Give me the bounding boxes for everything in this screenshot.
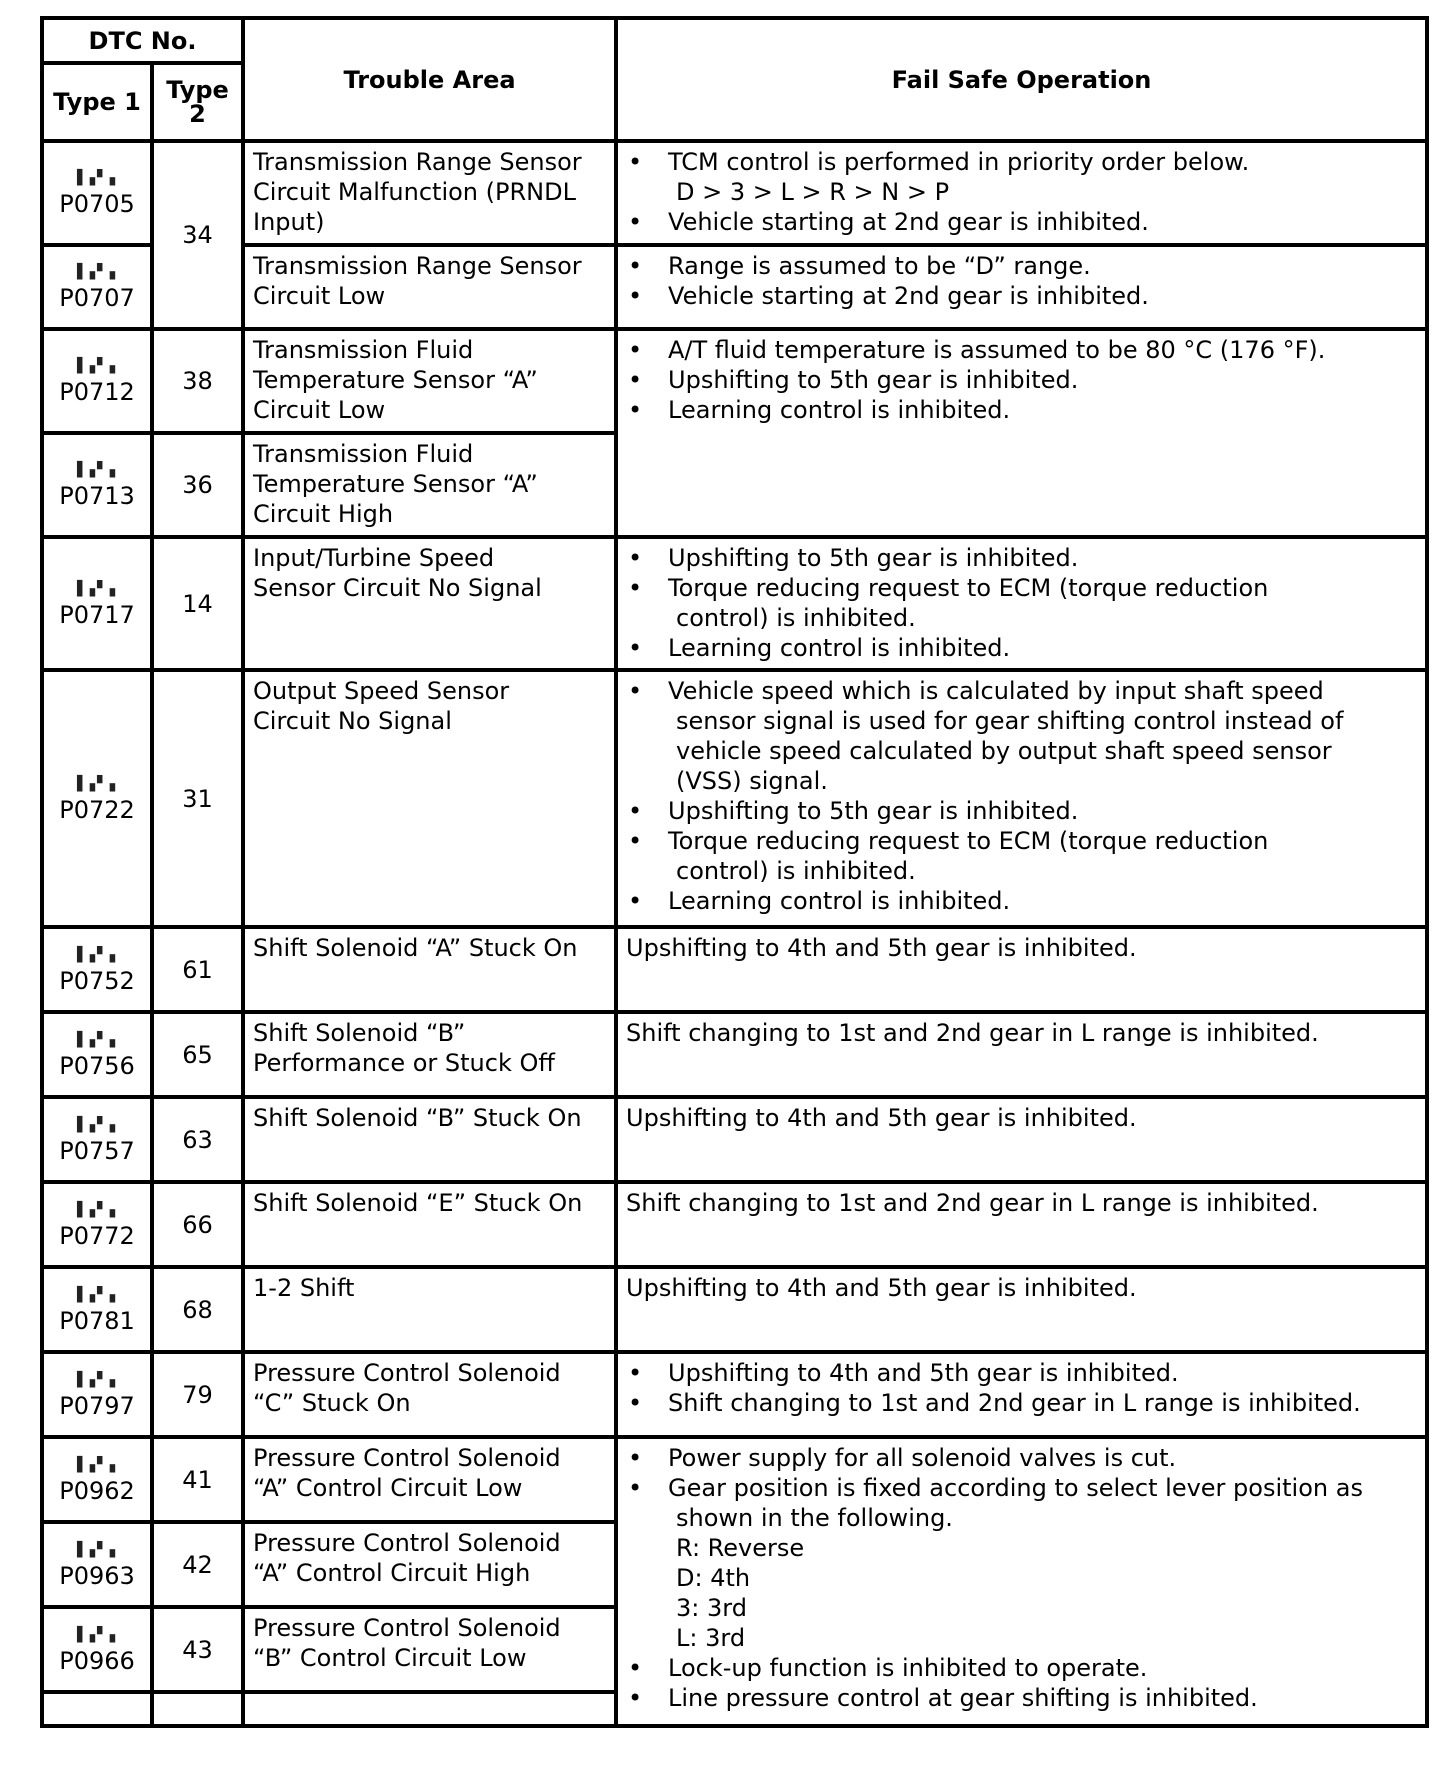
trouble-area-line: Input) bbox=[253, 208, 325, 236]
type2-cell: 61 bbox=[152, 927, 243, 1012]
list-item bbox=[626, 1358, 1417, 1388]
dtc-glyph-icon: ▐▗▘▖ bbox=[71, 1371, 123, 1388]
type2-cell: 36 bbox=[152, 433, 243, 537]
type1-cell bbox=[42, 927, 152, 1012]
list-item-text: • Learning control is inhibited. bbox=[668, 634, 1011, 662]
trouble-area-line: Circuit Low bbox=[253, 396, 386, 424]
trouble-area-line: Pressure Control Solenoid bbox=[253, 1359, 561, 1387]
list-item-text: • Vehicle starting at 2nd gear is inhibited. bbox=[668, 282, 1149, 310]
type2-cell: 42 bbox=[152, 1522, 243, 1607]
table-row bbox=[42, 141, 1427, 245]
list-item-text: • Range is assumed to be “D” range. bbox=[668, 252, 1091, 280]
type1-header: Type 1 bbox=[42, 63, 152, 141]
fail-safe-cell bbox=[616, 245, 1427, 329]
type1-code: P0722 bbox=[59, 795, 135, 824]
dtc-glyph-icon: ▐▗▘▖ bbox=[71, 1116, 123, 1133]
trouble-area-cell bbox=[243, 1182, 616, 1267]
list-item bbox=[626, 1473, 1417, 1653]
trouble-area-cell bbox=[243, 245, 616, 329]
fail-safe-cell bbox=[616, 1267, 1427, 1352]
table-row bbox=[42, 245, 1427, 329]
header-row-1 bbox=[42, 18, 1427, 63]
trouble-area-line: Sensor Circuit No Signal bbox=[253, 574, 542, 602]
trouble-area-line: “C” Stuck On bbox=[253, 1389, 411, 1417]
list-item-text: • Gear position is fixed according to select lever position as bbox=[668, 1474, 1363, 1502]
dtc-glyph-icon: ▐▗▘▖ bbox=[71, 946, 123, 963]
fail-safe-list bbox=[626, 335, 1417, 425]
type1-cell bbox=[42, 1437, 152, 1522]
fail-safe-cell bbox=[616, 927, 1427, 1012]
trouble-area-line: Shift Solenoid “E” Stuck On bbox=[253, 1189, 583, 1217]
type1-cell bbox=[42, 1012, 152, 1097]
empty-cell bbox=[152, 1692, 243, 1726]
type1-code: P0712 bbox=[59, 378, 135, 406]
list-item bbox=[626, 1683, 1417, 1713]
trouble-area-line: Transmission Range Sensor bbox=[253, 252, 582, 280]
type1-code: P0717 bbox=[59, 600, 135, 629]
fail-safe-text: Shift changing to 1st and 2nd gear in L range is inhibited. bbox=[626, 1019, 1319, 1047]
list-item-text: • Shift changing to 1st and 2nd gear in L range is inhibited. bbox=[668, 1389, 1361, 1417]
list-item-text: • Upshifting to 5th gear is inhibited. bbox=[668, 797, 1079, 825]
dtc-glyph-icon: ▐▗▘▖ bbox=[71, 358, 123, 374]
table-row bbox=[42, 1352, 1427, 1437]
trouble-area-header: Trouble Area bbox=[243, 18, 616, 141]
list-item bbox=[626, 543, 1417, 573]
fail-safe-cell bbox=[616, 1012, 1427, 1097]
list-item bbox=[626, 147, 1417, 207]
list-item-text: • Line pressure control at gear shifting is inhibited. bbox=[668, 1684, 1258, 1712]
type2-cell: 65 bbox=[152, 1012, 243, 1097]
table-row bbox=[42, 329, 1427, 433]
fail-safe-text: Upshifting to 4th and 5th gear is inhibited. bbox=[626, 1104, 1137, 1132]
fail-safe-list bbox=[626, 1358, 1417, 1418]
table-row bbox=[42, 1267, 1427, 1352]
trouble-area-line: Transmission Range Sensor bbox=[253, 148, 582, 176]
trouble-area-line: Transmission Fluid bbox=[253, 440, 474, 468]
type1-code: P0797 bbox=[59, 1391, 135, 1420]
fail-safe-text: Shift changing to 1st and 2nd gear in L range is inhibited. bbox=[626, 1189, 1319, 1217]
type1-cell bbox=[42, 141, 152, 245]
gear-position: 3: 3rd bbox=[676, 1594, 747, 1622]
type1-code: P0752 bbox=[59, 966, 135, 995]
fail-safe-cell bbox=[616, 1182, 1427, 1267]
trouble-area-cell bbox=[243, 1437, 616, 1522]
type2-header-line1: Type bbox=[166, 76, 229, 104]
type1-code: P0963 bbox=[59, 1561, 135, 1590]
list-item-text: • Learning control is inhibited. bbox=[668, 887, 1011, 915]
type1-cell bbox=[42, 1607, 152, 1692]
fail-safe-list bbox=[626, 543, 1417, 663]
trouble-area-cell bbox=[243, 329, 616, 433]
list-item bbox=[626, 365, 1417, 395]
type1-cell bbox=[42, 1522, 152, 1607]
dtc-glyph-icon: ▐▗▘▖ bbox=[71, 1541, 123, 1558]
table-row bbox=[42, 1437, 1427, 1522]
type2-cell: 43 bbox=[152, 1607, 243, 1692]
fail-safe-list bbox=[626, 676, 1417, 916]
type1-code: P0713 bbox=[59, 482, 135, 510]
empty-cell bbox=[42, 1692, 152, 1726]
trouble-area-line: 1-2 Shift bbox=[253, 1274, 355, 1302]
dtc-glyph-icon: ▐▗▘▖ bbox=[71, 775, 123, 792]
list-item-text: • Lock-up function is inhibited to operate. bbox=[668, 1654, 1148, 1682]
gear-position: R: Reverse bbox=[676, 1534, 805, 1562]
list-item-text: • Upshifting to 4th and 5th gear is inhibited. bbox=[668, 1359, 1179, 1387]
trouble-area-cell bbox=[243, 1352, 616, 1437]
table-row bbox=[42, 1012, 1427, 1097]
trouble-area-line: “B” Control Circuit Low bbox=[253, 1644, 527, 1672]
list-item bbox=[626, 207, 1417, 237]
list-item-text: vehicle speed calculated by output shaft speed sensor bbox=[676, 737, 1332, 765]
list-item-text: control) is inhibited. bbox=[676, 604, 916, 632]
trouble-area-line: Transmission Fluid bbox=[253, 336, 474, 364]
fail-safe-list bbox=[626, 1443, 1417, 1713]
type1-cell bbox=[42, 1097, 152, 1182]
dtc-fail-safe-table bbox=[40, 16, 1429, 1728]
trouble-area-line: Pressure Control Solenoid bbox=[253, 1444, 561, 1472]
list-item bbox=[626, 826, 1417, 886]
trouble-area-cell bbox=[243, 1097, 616, 1182]
list-item bbox=[626, 886, 1417, 916]
fail-safe-list bbox=[626, 147, 1417, 237]
list-item-text: • Torque reducing request to ECM (torque reduction bbox=[668, 574, 1269, 602]
trouble-area-line: Performance or Stuck Off bbox=[253, 1049, 555, 1077]
type1-cell bbox=[42, 537, 152, 670]
fail-safe-text: Upshifting to 4th and 5th gear is inhibited. bbox=[626, 934, 1137, 962]
table-row bbox=[42, 1097, 1427, 1182]
priority-order: D > 3 > L > R > N > P bbox=[676, 178, 950, 206]
table-row bbox=[42, 1182, 1427, 1267]
list-item bbox=[626, 796, 1417, 826]
trouble-area-line: Input/Turbine Speed bbox=[253, 544, 495, 572]
list-item bbox=[626, 281, 1417, 311]
type1-code: P0966 bbox=[59, 1646, 135, 1675]
type2-cell: 14 bbox=[152, 537, 243, 670]
table-row bbox=[42, 537, 1427, 670]
dtc-glyph-icon: ▐▗▘▖ bbox=[71, 580, 123, 597]
trouble-area-line: Circuit Low bbox=[253, 282, 386, 310]
trouble-area-line: Circuit Malfunction (PRNDL bbox=[253, 178, 576, 206]
trouble-area-line: “A” Control Circuit High bbox=[253, 1559, 531, 1587]
trouble-area-cell bbox=[243, 927, 616, 1012]
list-item-text: • Vehicle speed which is calculated by input shaft speed bbox=[668, 677, 1324, 705]
type2-cell: 63 bbox=[152, 1097, 243, 1182]
type2-cell: 79 bbox=[152, 1352, 243, 1437]
type1-cell bbox=[42, 245, 152, 329]
type2-cell: 31 bbox=[152, 670, 243, 927]
fail-safe-cell bbox=[616, 1437, 1427, 1726]
dtc-glyph-icon: ▐▗▘▖ bbox=[71, 1201, 123, 1218]
list-item bbox=[626, 676, 1417, 796]
list-item-text: control) is inhibited. bbox=[676, 857, 916, 885]
type2-header bbox=[152, 63, 243, 141]
type1-code: P0707 bbox=[59, 284, 135, 312]
fail-safe-cell bbox=[616, 1097, 1427, 1182]
trouble-area-line: “A” Control Circuit Low bbox=[253, 1474, 523, 1502]
dtc-glyph-icon: ▐▗▘▖ bbox=[71, 1626, 123, 1643]
trouble-area-line: Temperature Sensor “A” bbox=[253, 470, 538, 498]
list-item bbox=[626, 633, 1417, 663]
fail-safe-cell bbox=[616, 329, 1427, 537]
list-item-text: • Power supply for all solenoid valves is cut. bbox=[668, 1444, 1177, 1472]
type1-code: P0781 bbox=[59, 1306, 135, 1335]
type1-code: P0772 bbox=[59, 1221, 135, 1250]
list-item-text: shown in the following. bbox=[676, 1504, 953, 1532]
fail-safe-text: Upshifting to 4th and 5th gear is inhibited. bbox=[626, 1274, 1137, 1302]
trouble-area-line: Shift Solenoid “A” Stuck On bbox=[253, 934, 578, 962]
trouble-area-cell bbox=[243, 141, 616, 245]
list-item bbox=[626, 395, 1417, 425]
list-item bbox=[626, 335, 1417, 365]
trouble-area-line: Pressure Control Solenoid bbox=[253, 1529, 561, 1557]
fail-safe-cell bbox=[616, 1352, 1427, 1437]
list-item-text: • Vehicle starting at 2nd gear is inhibited. bbox=[668, 208, 1149, 236]
dtc-glyph-icon: ▐▗▘▖ bbox=[71, 462, 123, 478]
type2-cell: 66 bbox=[152, 1182, 243, 1267]
list-item bbox=[626, 1653, 1417, 1683]
type1-cell bbox=[42, 329, 152, 433]
dtc-glyph-icon: ▐▗▘▖ bbox=[71, 264, 123, 280]
gear-position: L: 3rd bbox=[676, 1624, 746, 1652]
trouble-area-cell bbox=[243, 537, 616, 670]
table-row bbox=[42, 927, 1427, 1012]
list-item-text: (VSS) signal. bbox=[676, 767, 828, 795]
fail-safe-cell bbox=[616, 670, 1427, 927]
gear-position: D: 4th bbox=[676, 1564, 751, 1592]
dtc-glyph-icon: ▐▗▘▖ bbox=[71, 170, 123, 186]
type2-cell: 34 bbox=[152, 141, 243, 329]
trouble-area-line: Shift Solenoid “B” bbox=[253, 1019, 466, 1047]
dtc-glyph-icon: ▐▗▘▖ bbox=[71, 1456, 123, 1473]
type2-cell: 38 bbox=[152, 329, 243, 433]
type1-cell bbox=[42, 1267, 152, 1352]
trouble-area-cell bbox=[243, 670, 616, 927]
trouble-area-line: Output Speed Sensor bbox=[253, 677, 510, 705]
trouble-area-cell bbox=[243, 1267, 616, 1352]
list-item bbox=[626, 1443, 1417, 1473]
trouble-area-line: Shift Solenoid “B” Stuck On bbox=[253, 1104, 582, 1132]
type1-code: P0962 bbox=[59, 1476, 135, 1505]
empty-cell bbox=[243, 1692, 616, 1726]
list-item-text: sensor signal is used for gear shifting control instead of bbox=[676, 707, 1344, 735]
type1-cell bbox=[42, 670, 152, 927]
trouble-area-cell bbox=[243, 1607, 616, 1692]
fail-safe-header: Fail Safe Operation bbox=[616, 18, 1427, 141]
list-item-text: • Upshifting to 5th gear is inhibited. bbox=[668, 544, 1079, 572]
trouble-area-line: Circuit No Signal bbox=[253, 707, 452, 735]
list-item-text: • Upshifting to 5th gear is inhibited. bbox=[668, 366, 1079, 394]
type2-cell: 41 bbox=[152, 1437, 243, 1522]
dtc-glyph-icon: ▐▗▘▖ bbox=[71, 1286, 123, 1303]
list-item-text: • Learning control is inhibited. bbox=[668, 396, 1011, 424]
list-item-text: • A/T fluid temperature is assumed to be 80 °C (176 °F). bbox=[668, 336, 1326, 364]
type1-cell bbox=[42, 1182, 152, 1267]
trouble-area-cell bbox=[243, 433, 616, 537]
list-item bbox=[626, 1388, 1417, 1418]
trouble-area-line: Pressure Control Solenoid bbox=[253, 1614, 561, 1642]
type1-code: P0756 bbox=[59, 1051, 135, 1080]
table-row bbox=[42, 670, 1427, 927]
type1-cell bbox=[42, 1352, 152, 1437]
fail-safe-cell bbox=[616, 141, 1427, 245]
type2-cell: 68 bbox=[152, 1267, 243, 1352]
trouble-area-cell bbox=[243, 1012, 616, 1097]
list-item-text: • Torque reducing request to ECM (torque reduction bbox=[668, 827, 1269, 855]
list-item bbox=[626, 573, 1417, 633]
dtc-no-header: DTC No. bbox=[42, 18, 243, 63]
trouble-area-line: Temperature Sensor “A” bbox=[253, 366, 538, 394]
fail-safe-list bbox=[626, 251, 1417, 311]
type1-code: P0705 bbox=[59, 190, 135, 218]
dtc-glyph-icon: ▐▗▘▖ bbox=[71, 1031, 123, 1048]
fail-safe-cell bbox=[616, 537, 1427, 670]
type1-code: P0757 bbox=[59, 1136, 135, 1165]
list-item bbox=[626, 251, 1417, 281]
type1-cell bbox=[42, 433, 152, 537]
list-item-text: • TCM control is performed in priority order below. bbox=[668, 148, 1250, 176]
trouble-area-line: Circuit High bbox=[253, 500, 394, 528]
trouble-area-cell bbox=[243, 1522, 616, 1607]
type2-header-line2: 2 bbox=[189, 100, 206, 128]
